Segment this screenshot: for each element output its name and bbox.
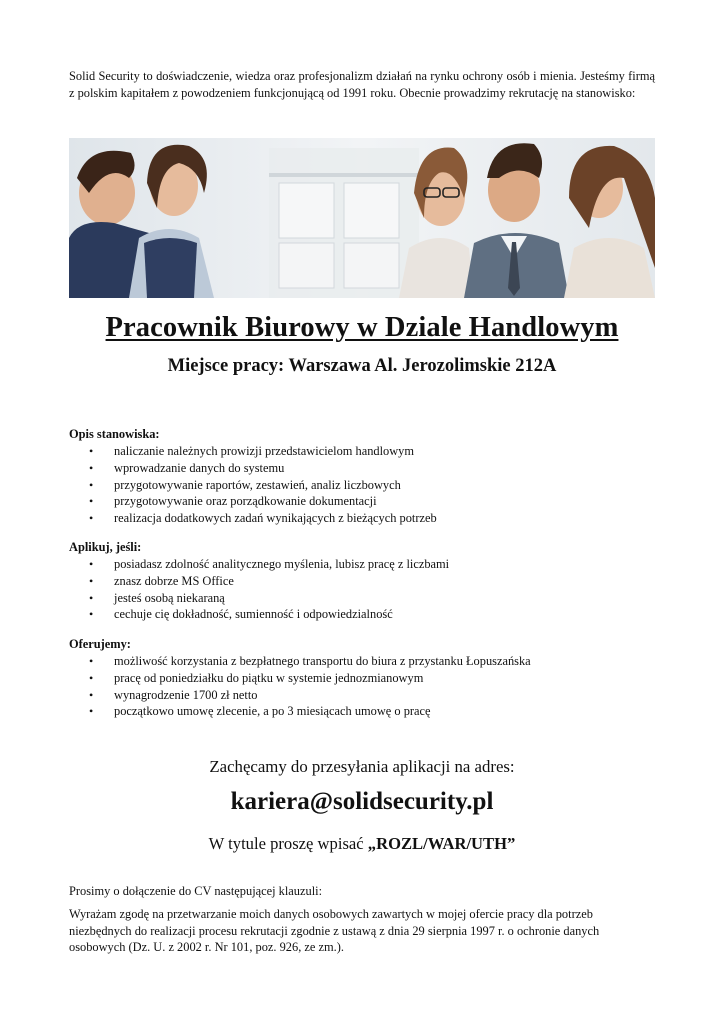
intro-paragraph: Solid Security to doświadczenie, wiedza oraz profesjonalizm działań na rynku ochrony osób i mienia. Jesteśmy firmą z polskim kapitałem z powodzeniem funkcjonującą od 1991 roku. Obecnie prowadzimy rekrutację na stanowisko:	[69, 69, 655, 100]
bullet-list	[69, 556, 669, 623]
list-item: • pracę od poniedziałku do piątku w systemie jednozmianowym	[69, 670, 669, 687]
list-item: • wprowadzanie danych do systemu	[69, 460, 669, 477]
section-heading: Oferujemy:	[69, 637, 131, 651]
apply-call-to-action: Zachęcamy do przesyłania aplikacji na adres:	[209, 757, 515, 776]
section-apply-if	[69, 539, 669, 623]
list-item: • cechuje cię dokładność, sumienność i odpowiedzialność	[69, 606, 669, 623]
list-item: • znasz dobrze MS Office	[69, 573, 669, 590]
bullet-list	[69, 653, 669, 720]
list-item: • realizacja dodatkowych zadań wynikających z bieżących potrzeb	[69, 510, 669, 527]
list-item: • początkowo umowę zlecenie, a po 3 miesiącach umowę o pracę	[69, 703, 669, 720]
subject-instruction-text: W tytule proszę wpisać	[208, 834, 368, 853]
list-item: • wynagrodzenie 1700 zł netto	[69, 687, 669, 704]
job-title: Pracownik Biurowy w Dziale Handlowym	[105, 312, 619, 343]
job-location: Miejsce pracy: Warszawa Al. Jerozolimskie 212A	[167, 356, 557, 376]
list-item: • posiadasz zdolność analitycznego myślenia, lubisz pracę z liczbami	[69, 556, 669, 573]
section-we-offer	[69, 636, 669, 720]
contact-email[interactable]: kariera@solidsecurity.pl	[230, 788, 494, 815]
consent-clause: Wyrażam zgodę na przetwarzanie moich danych osobowych zawartych w mojej ofercie pracy dla potrzeb niezbędnych do realizacji procesu rekrutacji zgodnie z ustawą z dnia 29 sierpnia 1997 r. o ochronie danych osobowych (Dz. U. z 2002 r. Nr 101, poz. 926, ze zm.).	[69, 907, 600, 954]
section-job-description	[69, 426, 669, 527]
subject-instruction	[0, 834, 724, 854]
list-item: • możliwość korzystania z bezpłatnego transportu do biura z przystanku Łopuszańska	[69, 653, 669, 670]
list-item: • przygotowywanie raportów, zestawień, analiz liczbowych	[69, 477, 669, 494]
list-item: • jesteś osobą niekaraną	[69, 590, 669, 607]
clause-label: Prosimy o dołączenie do CV następującej klauzuli:	[69, 884, 323, 898]
team-photo	[69, 138, 655, 298]
bullet-list	[69, 443, 669, 527]
section-heading: Opis stanowiska:	[69, 427, 160, 441]
subject-code: „ROZL/WAR/UTH”	[367, 834, 516, 853]
list-item: • naliczanie należnych prowizji przedstawicielom handlowym	[69, 443, 669, 460]
section-heading: Aplikuj, jeśli:	[69, 540, 142, 554]
list-item: • przygotowywanie oraz porządkowanie dokumentacji	[69, 493, 669, 510]
